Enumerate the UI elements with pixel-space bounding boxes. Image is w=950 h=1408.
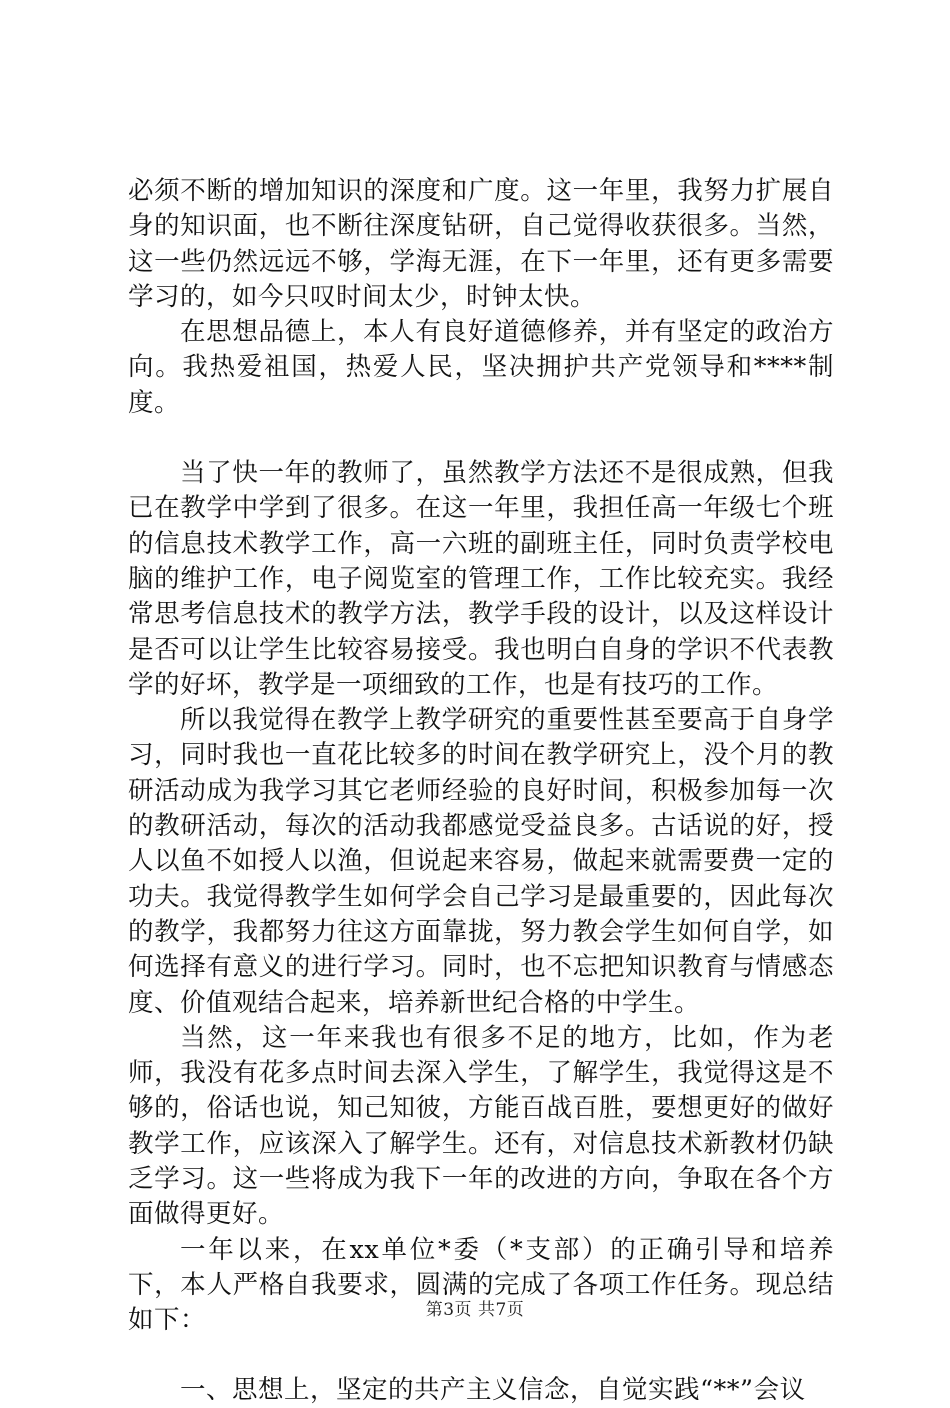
paragraph-section-one: 一、思想上，坚定的共产主义信念，自觉实践“**”会议 xyxy=(180,1374,806,1405)
paragraph-teaching-experience: 当了快一年的教师了，虽然教学方法还不是很成熟，但我已在教学中学到了很多。在这一年里，我担任高一年级七个班的信息技术教学工作，高一六班的副班主任，同时负责学校电脑的维护工作，电子阅览室的管理工作，工作比较充实。我经常思考信息技术的教学方法，教学手段的设计，以及这样设计是否可以让学生比较容易接受。我也明白自身的学识不代表教学的好坏，教学是一项细致的工作，也是有技巧的工作。 xyxy=(128,458,834,700)
paragraph-continuation: 必须不断的增加知识的深度和广度。这一年里，我努力扩展自身的知识面，也不断往深度钻研，自己觉得收获很多。当然，这一些仍然远远不够，学海无涯，在下一年里，还有更多需要学习的，如今只叹时间太少，时钟太快。 xyxy=(128,176,834,312)
paragraph-summary-intro: 一年以来，在xx单位*委（*支部）的正确引导和培养下，本人严格自我要求，圆满的完成了各项工作任务。现总结如下： xyxy=(128,1234,834,1336)
document-body xyxy=(128,174,834,1408)
paragraph-ideology: 在思想品德上，本人有良好道德修养，并有坚定的政治方向。我热爱祖国，热爱人民，坚决拥护共产党领导和****制度。 xyxy=(128,317,834,418)
page-number-footer: 第3页 共7页 xyxy=(425,1300,525,1320)
paragraph-shortcomings: 当然，这一年来我也有很多不足的地方，比如，作为老师，我没有花多点时间去深入学生，了解学生，我觉得这是不够的，俗话也说，知己知彼，方能百战百胜，要想更好的做好教学工作，应该深入了解学生。还有，对信息技术新教材仍缺乏学习。这一些将成为我下一年的改进的方向，争取在各个方面做得更好。 xyxy=(128,1022,834,1230)
paragraph-teaching-research: 所以我觉得在教学上教学研究的重要性甚至要高于自身学习，同时我也一直花比较多的时间在教学研究上，没个月的教研活动成为我学习其它老师经验的良好时间，积极参加每一次的教研活动，每次的活动我都感觉受益良多。古话说的好，授人以鱼不如授人以渔，但说起来容易，做起来就需要费一定的功夫。我觉得教学生如何学会自己学习是最重要的，因此每次的教学，我都努力往这方面靠拢，努力教会学生如何自学，如何选择有意义的进行学习。同时，也不忘把知识教育与情感态度、价值观结合起来，培养新世纪合格的中学生。 xyxy=(128,705,834,1018)
